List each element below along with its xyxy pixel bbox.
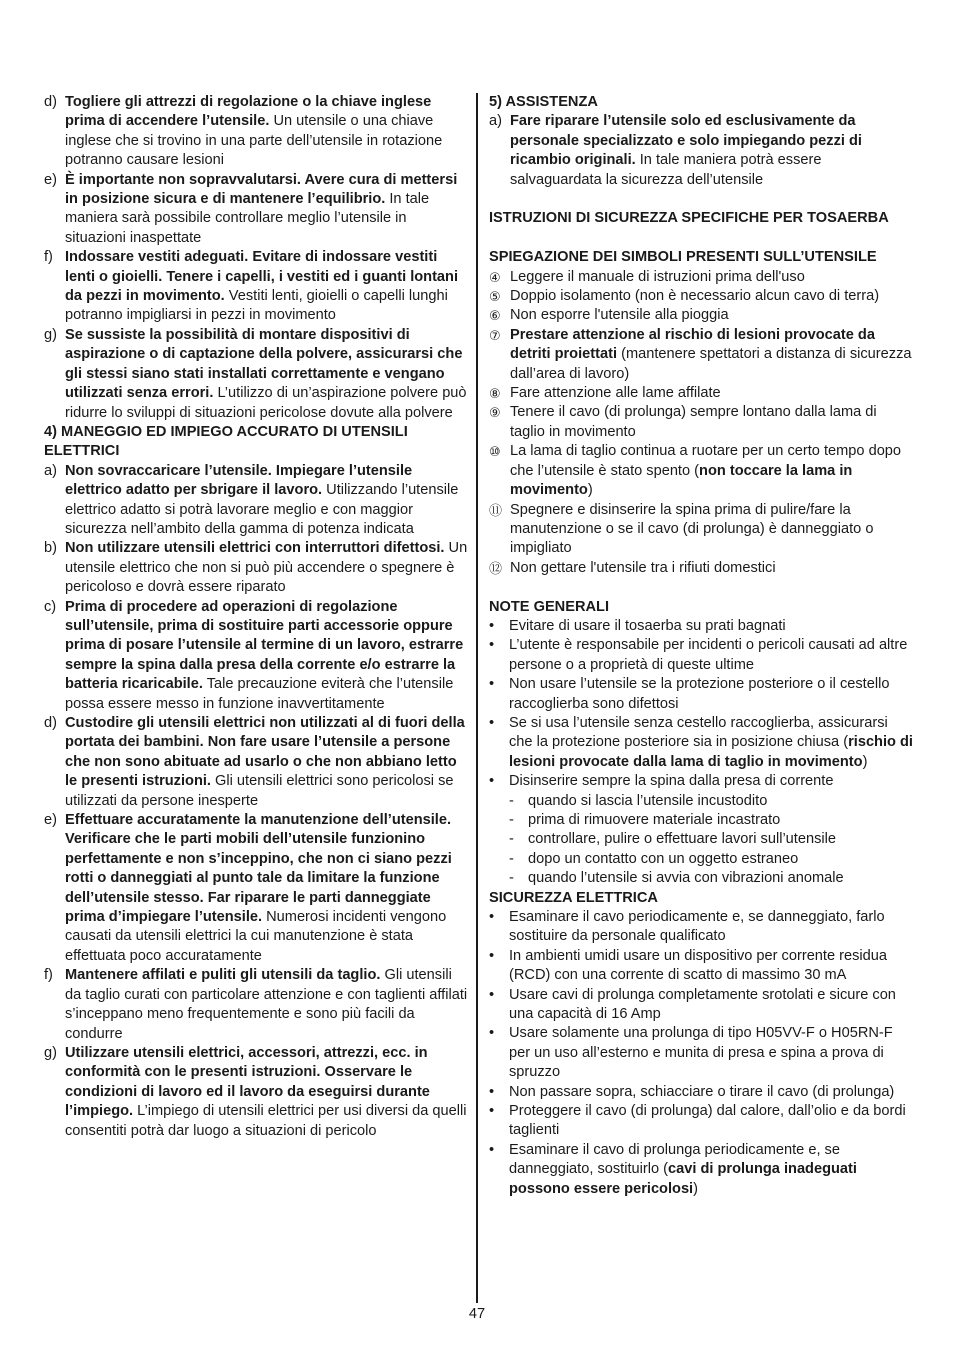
symbol-list-item [489,501,913,559]
body-text: In tale maniera potrà essere salvaguardata la sicurezza dell’utensile [510,152,822,188]
body-text: Non gettare l'utensile tra i rifiuti domestici [510,559,776,576]
bullet-item [489,986,913,1025]
section-heading [44,423,468,462]
list-marker: • [489,947,495,964]
list-marker: - [509,870,514,887]
list-marker: e) [44,812,57,829]
symbol-list-item [489,287,913,306]
body-text: La lama di taglio continua a ruotare per un certo tempo dopo che l’utensile è stato spento ( [510,443,902,479]
body-text: Non usare l’utensile se la protezione posteriore o il cestello raccoglierba sono difettosi [509,676,890,712]
spacer [489,578,913,597]
bold-text: Fare riparare l’utensile solo ed esclusivamente da personale specializzato e solo impiegando pezzi di ricambio originali. [510,113,862,169]
bullet-item [489,675,913,714]
bullet-item [489,1102,913,1141]
instruction-item [44,462,468,540]
section-heading [489,248,913,267]
list-marker: c) [44,598,57,615]
list-marker: • [489,714,495,731]
body-text: ) [587,482,593,499]
symbol-list-item [489,403,913,442]
body-text: Fare attenzione alle lame affilate [510,385,721,402]
body-text: In tale maniera sarà possibile controllare meglio l’utensile in situazioni inaspettate [65,191,430,246]
bold-text: Non sovraccaricare l’utensile. Impiegare l’utensile elettrico adatto per sbrigare il lavoro. [65,462,413,499]
body-text: Non passare sopra, schiacciare o tirare il cavo (di prolunga) [509,1083,895,1100]
list-marker: • [489,637,495,654]
instruction-item [44,539,468,597]
bold-text: cavi di prolunga inadeguati possono essere pericolosi [509,1161,857,1197]
body-text: In ambienti umidi usare un dispositivo per corrente residua (RCD) con una corrente di scatto di massimo 30 mA [509,947,888,984]
instruction-item [44,966,468,1044]
body-text: Tale precauzione eviterà che l’utensile possa essere messo in funzione inavvertitamente [65,676,454,712]
body-text: Gli utensili elettrici sono pericolosi se utilizzati da persone inesperte [65,773,454,809]
body-text: L’utente è responsabile per incidenti o pericoli causati ad altre persone o a proprietà di queste ultime [509,637,908,673]
right-column [489,93,913,1199]
symbol-list-item [489,559,913,578]
body-text: Esaminare il cavo periodicamente e, se danneggiato, farlo sostituire da personale qualificato [509,909,885,945]
body-text: Evitare di usare il tosaerba su prati bagnati [509,617,786,634]
list-marker: e) [44,171,57,188]
bold-text: Indossare vestiti adeguati. Evitare di indossare vestiti lenti o gioielli. Tenere i capelli, i vestiti ed i guanti lontani da pezzi in movimento. [65,249,459,305]
bold-text: ISTRUZIONI DI SICUREZZA SPECIFICHE PER TOSAERBA [489,210,889,227]
spacer [489,190,913,209]
section-heading [489,209,913,228]
instruction-item [44,598,468,714]
body-text: Gli utensili da taglio curati con particolare attenzione e con taglienti affilati s’inceppano meno frequentemente e sono più facili da condurre [65,967,468,1042]
list-marker: - [509,850,514,867]
bullet-item [489,714,913,772]
body-text: Usare solamente una prolunga di tipo H05VV-F o H05RN-F per un uso all’esterno e munita di presa e spina a prova di spruzzo [509,1025,893,1081]
body-text: Proteggere il cavo (di prolunga) dal calore, dall’olio e da bordi taglienti [509,1103,906,1139]
bold-text: È importante non sopravvalutarsi. Avere cura di mettersi in posizione sicura e di mantenere l’equilibrio. [65,171,458,208]
body-text: Tenere il cavo (di prolunga) sempre lontano dalla lama di taglio in movimento [510,404,877,440]
bullet-item [489,617,913,636]
list-marker: g) [44,326,57,343]
bold-text: 4) MANEGGIO ED IMPIEGO ACCURATO DI UTENSILI ELETTRICI [44,423,408,460]
bold-text: Prima di procedere ad operazioni di regolazione sull’utensile, prima di sostituire parti accessorie oppure prima di posare l’utensile al termine di un lavoro, estrarre sempre la spina dalla presa della corrente e/o estrarre la batteria ricaricabile. [65,598,464,693]
section-heading [489,598,913,617]
bullet-item [489,772,913,791]
list-marker: ⑥ [489,308,501,324]
sub-bullet-item [489,830,913,849]
list-marker: ⑧ [489,386,501,402]
list-marker: ⑫ [489,560,503,576]
list-marker: • [489,909,495,926]
list-marker: d) [44,715,57,731]
list-marker: - [509,831,514,848]
list-marker: a) [44,462,57,479]
bold-text: rischio di lesioni provocate dalla lama di taglio in movimento [509,734,913,770]
body-text: quando l’utensile si avvia con vibrazioni anomale [528,870,844,887]
column-divider [476,93,478,1303]
symbol-list-item [489,326,913,384]
body-text: L’utilizzo di un’aspirazione polvere può ridurre lo sviluppi di situazioni pericolose dovute alla polvere [65,385,467,421]
symbol-list-item [489,306,913,325]
instruction-item [489,112,913,190]
body-text: Utilizzando l’utensile elettrico adatto si potrà lavorare meglio e con maggior sicurezza nell’ambito della gamma di potenza indicata [65,482,459,537]
list-marker: ⑪ [489,502,503,518]
sub-bullet-item [489,811,913,830]
body-text: ) [693,1180,698,1197]
instruction-item [44,326,468,423]
bold-text: Utilizzare utensili elettrici, accessori, attrezzi, ecc. in conformità con le presenti istruzioni. Osservare le condizioni di lavoro ed il lavoro da eseguirsi durante l’impiego. [65,1044,430,1120]
left-column [44,93,468,1141]
list-marker: • [489,617,495,634]
sub-bullet-item [489,869,913,888]
bullet-item [489,1024,913,1082]
instruction-item [44,1044,468,1141]
bold-text: Prestare attenzione al rischio di lesioni provocate da detriti proiettati [510,326,875,363]
body-text: Esaminare il cavo di prolunga periodicamente e, se danneggiato, sostituirlo ( [509,1141,840,1178]
instruction-item [44,714,468,811]
body-text: Usare cavi di prolunga completamente srotolati e sicure con una capacità di 16 Amp [509,986,896,1023]
bold-text: Mantenere affilati e puliti gli utensili da taglio. [65,967,381,984]
bold-text: SICUREZZA ELETTRICA [489,889,658,906]
body-text: L’impiego di utensili elettrici per usi diversi da quelli consentiti potrà dar luogo a situazioni di pericolo [65,1103,467,1139]
bold-text: 5) ASSISTENZA [489,94,598,110]
list-marker: ④ [489,269,501,285]
bullet-item [489,636,913,675]
list-marker: • [489,676,495,693]
instruction-item [44,171,468,249]
body-text: ) [862,753,868,770]
body-text: prima di rimuovere materiale incastrato [528,811,781,828]
list-marker: ⑤ [489,289,501,305]
list-marker: • [489,1025,495,1042]
bullet-item [489,1141,913,1199]
body-text: Doppio isolamento (non è necessario alcun cavo di terra) [510,288,880,305]
bold-text: non toccare la lama in movimento [510,462,853,499]
list-marker: d) [44,94,57,110]
bullet-item [489,947,913,986]
list-marker: b) [44,540,57,557]
body-text: Se si usa l’utensile senza cestello raccoglierba, assicurarsi che la protezione posteriore sia in posizione chiusa ( [509,714,888,751]
body-text: Spegnere e disinserire la spina prima di pulire/fare la manutenzione o se il cavo (di prolunga) è danneggiato o impigliato [510,501,874,557]
bold-text: Togliere gli attrezzi di regolazione o la chiave inglese prima di accendere l’utensile. [65,94,432,130]
bullet-item [489,1083,913,1102]
page-number: 47 [468,1306,486,1322]
list-marker: ⑦ [489,327,501,343]
section-heading [489,93,913,112]
body-text: dopo un contatto con un oggetto estraneo [528,850,799,867]
bold-text: Se sussiste la possibilità di montare dispositivi di aspirazione o di captazione della polvere, assicurarsi che gli stessi siano stati installati correttamente e vengano utilizzati senza errori. [65,326,463,402]
list-marker: g) [44,1044,57,1061]
list-marker: - [509,811,514,828]
list-marker: ⑨ [489,405,501,421]
instruction-item [44,811,468,966]
list-marker: • [489,1141,495,1158]
bold-text: SPIEGAZIONE DEI SIMBOLI PRESENTI SULL’UTENSILE [489,249,877,266]
list-marker: • [489,773,495,790]
instruction-item [44,93,468,171]
sub-bullet-item [489,850,913,869]
bold-text: NOTE GENERALI [489,598,609,615]
bold-text: Effettuare accuratamente la manutenzione dell’utensile. Verificare che le parti mobili dell’utensile funzionino perfettamente e non s’inceppino, che non ci siano pezzi rotti o danneggiati al punto tale da limitare la funzione dell’utensile stesso. Far riparare le parti danneggiate prima d’impiegare l’utensile. [65,812,452,926]
body-text: quando si lascia l’utensile incustodito [528,792,768,809]
list-marker: - [509,792,514,809]
list-marker: ⑩ [489,444,501,460]
body-text: Un utensile o una chiave inglese che si trovino in una parte dell’utensile in rotazione potranno causare lesioni [65,113,443,169]
symbol-list-item [489,384,913,403]
body-text: Non esporre l'utensile alla pioggia [510,307,729,324]
list-marker: • [489,1083,495,1100]
body-text: Un utensile elettrico che non si può più accendere o spegnere è pericoloso e dovrà essere riparato [65,540,468,596]
body-text: Disinserire sempre la spina dalla presa di corrente [509,773,834,790]
sub-bullet-item [489,792,913,811]
list-marker: • [489,1103,495,1120]
list-marker: a) [489,113,502,130]
body-text: Leggere il manuale di istruzioni prima dell'uso [510,268,805,285]
bold-text: Non utilizzare utensili elettrici con interruttori difettosi. [65,540,445,557]
spacer [489,229,913,248]
body-text: controllare, pulire o effettuare lavori sull’utensile [528,831,836,848]
list-marker: • [489,986,495,1003]
section-heading [489,889,913,908]
list-marker: f) [44,249,53,266]
bold-text: Custodire gli utensili elettrici non utilizzati al di fuori della portata dei bambini. Non fare usare l’utensile a persone che non sono abituate ad usarlo o che non abbiano letto le presenti istruzioni. [65,715,465,790]
symbol-list-item [489,442,913,500]
instruction-item [44,248,468,326]
list-marker: f) [44,967,53,984]
body-text: Numerosi incidenti vengono causati da utensili elettrici la cui manutenzione è stata effettuata poco accuratamente [65,909,447,964]
symbol-list-item [489,268,913,287]
body-text: Vestiti lenti, gioielli o capelli lunghi potranno impigliarsi in pezzi in movimento [65,288,448,324]
body-text: (mantenere spettatori a distanza di sicurezza dall’area di lavoro) [510,346,912,382]
bullet-item [489,908,913,947]
